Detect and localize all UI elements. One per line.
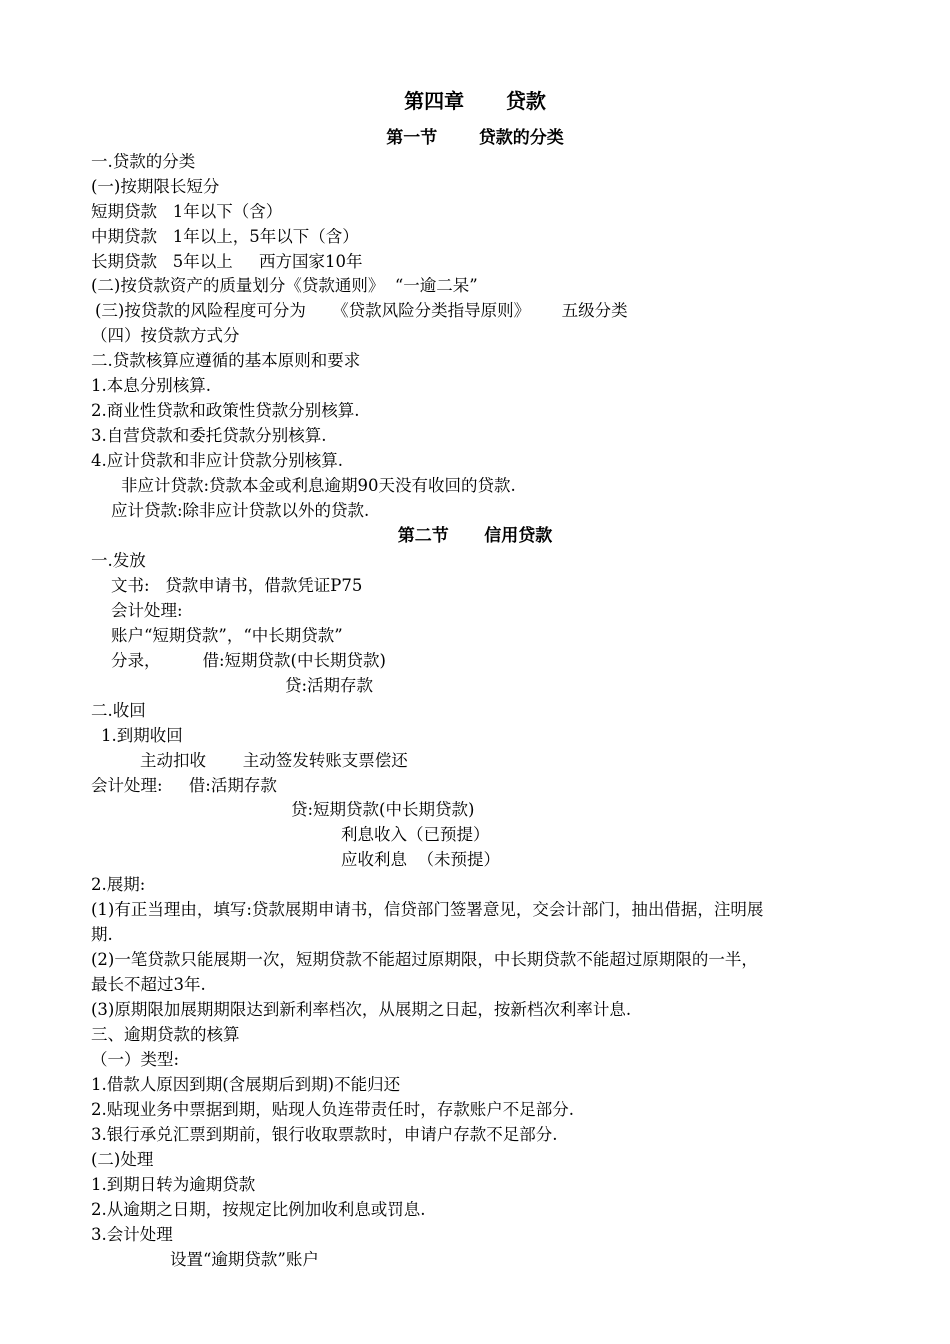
subheading-extension: 2.展期: — [91, 875, 146, 894]
subheading-by-risk: (三)按贷款的风险程度可分为 《贷款风险分类指导原则》 五级分类 — [95, 301, 628, 320]
heading-recovery: 二.收回 — [91, 701, 146, 720]
list-item: 3.银行承兑汇票到期前，银行收取票款时，申请户存款不足部分. — [91, 1125, 558, 1144]
text-line: 贷:短期贷款(中长期贷款) — [291, 800, 475, 819]
text-line: 短期贷款 1年以下（含） — [91, 202, 283, 221]
heading-accounting-principles: 二.贷款核算应遵循的基本原则和要求 — [91, 351, 361, 370]
text-line: 会计处理: — [111, 601, 183, 620]
paragraph-line: 最长不超过3年. — [91, 975, 206, 994]
subheading-by-quality: (二)按贷款资产的质量划分《贷款通则》 “一逾二呆” — [91, 276, 478, 295]
subheading-due-recovery: 1.到期收回 — [101, 726, 183, 745]
definition-line: 非应计贷款:贷款本金或利息逾期90天没有收回的贷款. — [121, 476, 516, 495]
section-title-1: 第一节 贷款的分类 — [386, 128, 564, 148]
paragraph-line: (1)有正当理由，填写:贷款展期申请书，信贷部门签署意见，交会计部门，抽出借据，注明展 — [91, 900, 764, 919]
definition-line: 应计贷款:除非应计贷款以外的贷款. — [111, 501, 370, 520]
text-line: 分录， 借:短期贷款(中长期贷款) — [111, 651, 386, 670]
text-line: 利息收入（已预提） — [341, 825, 490, 844]
subheading-by-term: (一)按期限长短分 — [91, 177, 220, 196]
subheading-types: （一）类型: — [91, 1050, 180, 1069]
list-item: 1.到期日转为逾期贷款 — [91, 1175, 256, 1194]
list-item: 2.商业性贷款和政策性贷款分别核算. — [91, 401, 360, 420]
section-title-2: 第二节 信用贷款 — [397, 526, 553, 546]
text-line: 设置“逾期贷款”账户 — [170, 1250, 319, 1269]
paragraph-line: 期. — [91, 925, 113, 944]
text-line: 会计处理: 借:活期存款 — [91, 776, 277, 795]
list-item: 3.会计处理 — [91, 1225, 173, 1244]
list-item: 2.贴现业务中票据到期，贴现人负连带责任时，存款账户不足部分. — [91, 1100, 574, 1119]
heading-overdue-loans: 三、逾期贷款的核算 — [91, 1025, 240, 1044]
subheading-handling: (二)处理 — [91, 1150, 154, 1169]
text-line: 文书: 贷款申请书，借款凭证P75 — [111, 576, 363, 595]
list-item: 3.自营贷款和委托贷款分别核算. — [91, 426, 327, 445]
list-item: 2.从逾期之日期，按规定比例加收利息或罚息. — [91, 1200, 426, 1219]
heading-disbursement: 一.发放 — [91, 551, 146, 570]
chapter-title: 第四章 贷款 — [404, 89, 546, 113]
paragraph-line: (2)一笔贷款只能展期一次，短期贷款不能超过原期限，中长期贷款不能超过原期限的一半， — [91, 950, 758, 969]
text-line: 主动扣收 主动签发转账支票偿还 — [140, 751, 408, 770]
subheading-by-method: （四）按贷款方式分 — [91, 326, 240, 345]
text-line: 中期贷款 1年以上，5年以下（含） — [91, 227, 359, 246]
text-line: 长期贷款 5年以上 西方国家10年 — [91, 252, 363, 271]
text-line: 应收利息 （未预提） — [341, 850, 500, 869]
heading-loan-classification: 一.贷款的分类 — [91, 152, 196, 171]
list-item: 1.本息分别核算. — [91, 376, 211, 395]
text-line: 账户“短期贷款”，“中长期贷款” — [111, 626, 343, 645]
paragraph-line: (3)原期限加展期期限达到新利率档次，从展期之日起，按新档次利率计息. — [91, 1000, 632, 1019]
list-item: 4.应计贷款和非应计贷款分别核算. — [91, 451, 343, 470]
list-item: 1.借款人原因到期(含展期后到期)不能归还 — [91, 1075, 401, 1094]
text-line: 贷:活期存款 — [285, 676, 374, 695]
